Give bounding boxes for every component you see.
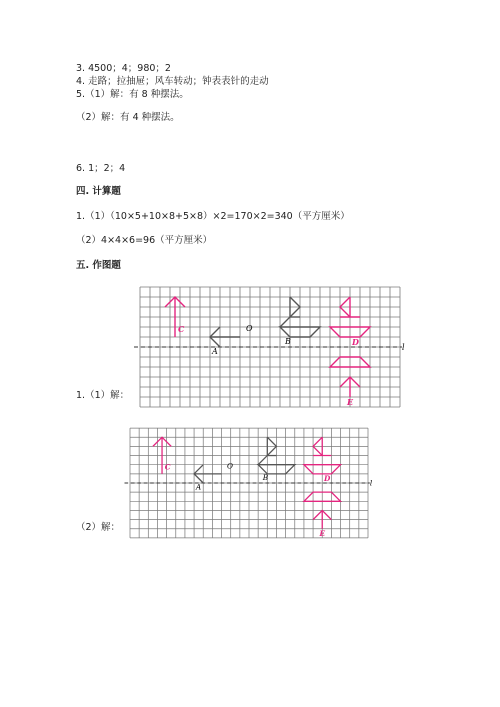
label-d: D [324,474,331,484]
label-o: O [246,324,253,333]
answer-4: 4. 走路；拉抽屉；风车转动；钟表表针的走动 [76,76,269,87]
answer-6: 6. 1；2；4 [76,163,126,174]
answer-5-1: 5.（1）解：有 8 种摆法。 [76,89,189,100]
label-c: C [164,462,171,472]
shape-a [210,327,240,347]
label-b: B [285,337,291,346]
label-l: l [402,343,405,352]
section-heading-5: 五. 作图题 [76,260,121,271]
shape-a [194,465,221,483]
label-a: A [195,482,202,492]
answer-3: 3. 4500；4；980；2 [76,63,171,74]
figure-2-label: （2）解： [76,522,121,533]
label-l: l [369,478,373,488]
label-o: O [227,461,234,471]
grid-figure-1 [140,287,405,409]
label-e: E [319,529,326,539]
label-e: E [347,397,354,407]
figure-1-label: 1.（1）解： [76,390,130,401]
calc-answer-2: （2）4×4×6=96（平方厘米） [76,235,213,246]
calc-answer-1: 1.（1）（10×5+10×8+5×8）×2=170×2=340（平方厘米） [76,211,350,222]
label-b: B [262,473,269,483]
label-d: D [352,337,359,347]
label-c: C [178,324,185,334]
grid-figure-2 [130,428,373,539]
section-heading-4: 四. 计算题 [76,186,121,197]
label-a: A [212,347,218,356]
answer-5-2: （2）解：有 4 种摆法。 [76,112,180,123]
